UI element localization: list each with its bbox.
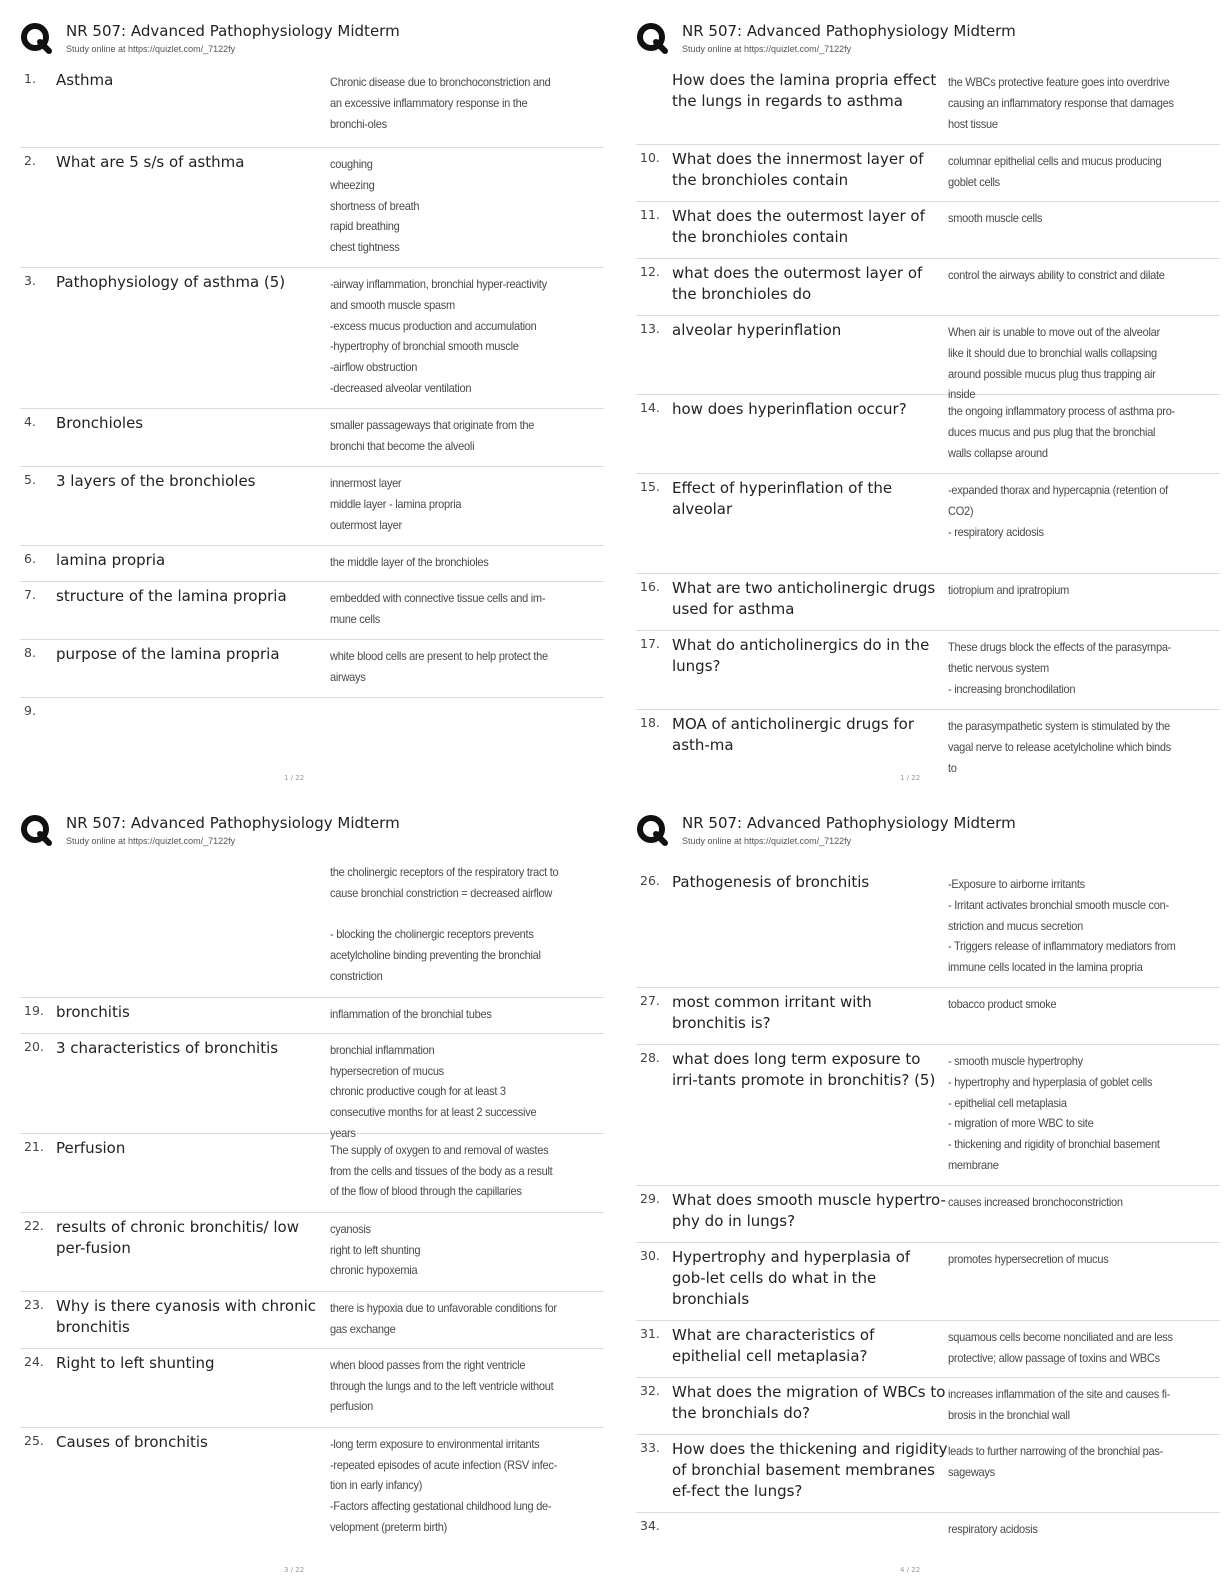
page-2 <box>630 16 1220 786</box>
card-term: What does the outermost layer of the bronchioles contain <box>672 207 925 246</box>
card-number: 14. <box>640 400 660 415</box>
card-number: 8. <box>24 645 36 660</box>
card-definition: there is hypoxia due to unfavorable conditions for gas exchange <box>330 1300 557 1336</box>
card-number: 4. <box>24 414 36 429</box>
card-number: 32. <box>640 1383 660 1398</box>
card-row <box>636 395 1220 474</box>
card-term: How does the thickening and rigidity of bronchial basement membranes ef-fect the lungs? <box>672 1440 948 1500</box>
page-title: NR 507: Advanced Pathophysiology Midterm <box>66 814 400 832</box>
card-row <box>636 631 1220 710</box>
card-row <box>636 988 1220 1045</box>
card-number: 34. <box>640 1518 660 1533</box>
card-number: 27. <box>640 993 660 1008</box>
card-number: 31. <box>640 1326 660 1341</box>
study-online-link[interactable]: Study online at https://quizlet.com/_7122fy <box>682 44 852 54</box>
card-term: 3 layers of the bronchioles <box>56 472 256 490</box>
card-term: Right to left shunting <box>56 1353 215 1372</box>
card-term: How does the lamina propria effect the lungs in regards to asthma <box>672 71 937 110</box>
page-number: 3 / 22 <box>284 1566 305 1574</box>
card-term: What are characteristics of epithelial cell metaplasia? <box>672 1326 875 1365</box>
card-definition: -long term exposure to environmental irritants -repeated episodes of acute infection (RSV infec-tion in early infancy) -Factors affecting gestational childhood lung de-velopment (preterm birth) <box>330 1436 558 1534</box>
card-row <box>636 145 1220 202</box>
card-term: Pathophysiology of asthma (5) <box>56 273 286 291</box>
card-definition: The supply of oxygen to and removal of wastes from the cells and tissues of the body as a result of the flow of blood through the capillaries <box>330 1142 553 1199</box>
card-row <box>636 316 1220 402</box>
card-number: 29. <box>640 1191 660 1206</box>
card-term: MOA of anticholinergic drugs for asth-ma <box>672 715 915 754</box>
card-definition: tobacco product smoke <box>948 997 1057 1011</box>
card-number: 5. <box>24 472 36 487</box>
flashcard-list <box>636 66 1220 775</box>
card-term: what does the outermost layer of the bronchioles do <box>672 264 923 303</box>
card-row <box>636 1186 1220 1243</box>
card-term: structure of the lamina propria <box>56 587 287 605</box>
card-row <box>636 1045 1220 1186</box>
page-header <box>14 808 604 854</box>
card-definition: control the airways ability to constrict and dilate <box>948 268 1165 282</box>
card-term: how does hyperinflation occur? <box>672 400 907 418</box>
card-term: What does smooth muscle hypertro-phy do in lungs? <box>672 1191 946 1230</box>
quizlet-logo-icon <box>636 22 668 54</box>
card-definition: when blood passes from the right ventricle through the lungs and to the left ventricle without perfusion <box>330 1357 554 1414</box>
card-definition: These drugs block the effects of the parasympa-thetic nervous system - increasing bronchodilation <box>948 640 1172 696</box>
card-number: 9. <box>24 703 36 718</box>
card-term <box>672 1517 948 1538</box>
card-number: 30. <box>640 1248 660 1263</box>
card-row <box>20 1292 604 1349</box>
card-row <box>636 202 1220 259</box>
card-number: 12. <box>640 264 660 279</box>
card-row <box>20 1134 604 1213</box>
flashcard-list <box>20 66 604 733</box>
card-number: 33. <box>640 1440 660 1455</box>
card-term: What do anticholinergics do in the lungs? <box>672 636 930 675</box>
card-term <box>56 702 324 723</box>
card-row <box>636 259 1220 316</box>
quizlet-logo-icon <box>20 814 52 846</box>
card-row <box>20 148 604 268</box>
card-definition: innermost layer middle layer - lamina propria outermost layer <box>330 476 462 532</box>
page-1 <box>14 16 604 786</box>
study-online-link[interactable]: Study online at https://quizlet.com/_7122fy <box>682 836 852 846</box>
card-definition: promotes hypersecretion of mucus <box>948 1252 1109 1266</box>
card-definition: respiratory acidosis <box>948 1522 1038 1536</box>
card-row <box>20 409 604 467</box>
card-row <box>636 1513 1220 1548</box>
card-definition: squamous cells become nonciliated and are less protective; allow passage of toxins and WBCs <box>948 1330 1173 1365</box>
card-number: 19. <box>24 1002 44 1018</box>
card-definition: - smooth muscle hypertrophy - hypertrophy and hyperplasia of goblet cells - epithelial cell metaplasia - migration of more WBC to site - thickening and rigidity of bronchial basement membrane <box>948 1054 1160 1172</box>
page-title: NR 507: Advanced Pathophysiology Midterm <box>66 22 400 40</box>
card-term: alveolar hyperinflation <box>672 321 842 339</box>
card-number: 28. <box>640 1050 660 1065</box>
card-row <box>636 1243 1220 1321</box>
card-number: 13. <box>640 321 660 336</box>
card-term: Asthma <box>56 71 114 89</box>
study-online-link[interactable]: Study online at https://quizlet.com/_7122fy <box>66 44 236 54</box>
card-term: What are two anticholinergic drugs used for asthma <box>672 579 936 618</box>
card-number: 2. <box>24 153 36 168</box>
quizlet-logo-icon <box>20 22 52 54</box>
card-row <box>636 1435 1220 1513</box>
card-row <box>636 710 1220 775</box>
card-number: 11. <box>640 207 660 222</box>
card-definition: the ongoing inflammatory process of asthma pro-duces mucus and pus plug that the bronchial walls collapse around <box>948 404 1175 460</box>
page-header <box>630 16 1220 62</box>
card-definition: causes increased bronchoconstriction <box>948 1195 1123 1209</box>
card-row <box>20 1428 604 1534</box>
page-header <box>630 808 1220 854</box>
page-header <box>14 16 604 62</box>
page-3 <box>14 808 604 1578</box>
card-row <box>20 1034 604 1140</box>
card-row <box>20 1349 604 1428</box>
card-row <box>636 1321 1220 1378</box>
card-definition: inflammation of the bronchial tubes <box>330 1006 492 1021</box>
card-definition: cyanosis right to left shunting chronic hypoxemia <box>330 1221 421 1278</box>
card-definition: When air is unable to move out of the alveolar like it should due to bronchial walls collapsing around possible mucus plug thus trapping air inside <box>948 325 1160 402</box>
card-term: What are 5 s/s of asthma <box>56 153 245 171</box>
card-number: 18. <box>640 715 660 730</box>
card-term: Causes of bronchitis <box>56 1432 208 1451</box>
card-definition: the parasympathetic system is stimulated by the vagal nerve to release acetylcholine which binds to <box>948 719 1172 775</box>
card-number: 17. <box>640 636 660 651</box>
page-title: NR 507: Advanced Pathophysiology Midterm <box>682 22 1016 40</box>
card-definition: smaller passageways that originate from the bronchi that become the alveoli <box>330 418 535 453</box>
card-definition: bronchial inflammation hypersecretion of mucus chronic productive cough for at least 3 consecutive months for at least 2 successive years <box>330 1042 537 1140</box>
card-number: 25. <box>24 1432 44 1448</box>
study-online-link[interactable]: Study online at https://quizlet.com/_7122fy <box>66 836 236 846</box>
card-term: What does the migration of WBCs to the bronchials do? <box>672 1383 946 1422</box>
page-4 <box>630 808 1220 1578</box>
card-term: bronchitis <box>56 1002 130 1021</box>
card-number: 7. <box>24 587 36 602</box>
card-number: 26. <box>640 873 660 888</box>
card-number: 21. <box>24 1138 44 1154</box>
card-number: 1. <box>24 71 36 86</box>
card-row <box>636 474 1220 574</box>
card-definition: smooth muscle cells <box>948 211 1043 225</box>
card-definition: increases inflammation of the site and causes fi-brosis in the bronchial wall <box>948 1387 1171 1422</box>
card-definition: the middle layer of the bronchioles <box>330 555 489 569</box>
card-definition: white blood cells are present to help protect the airways <box>330 649 548 684</box>
card-term: Why is there cyanosis with chronic bronchitis <box>56 1296 317 1336</box>
card-definition: leads to further narrowing of the bronchial pas-sageways <box>948 1444 1164 1479</box>
card-row <box>636 868 1220 988</box>
card-row <box>20 268 604 409</box>
card-definition: embedded with connective tissue cells and im-mune cells <box>330 591 546 626</box>
card-term: most common irritant with bronchitis is? <box>672 993 872 1032</box>
flashcard-list <box>636 868 1220 1548</box>
card-definition: -Exposure to airborne irritants - Irritant activates bronchial smooth muscle con-striction and mucus secretion - Triggers release of inflammatory mediators from immune cells located in the lamina propria <box>948 877 1176 975</box>
card-term: Perfusion <box>56 1138 126 1157</box>
card-row <box>636 66 1220 145</box>
card-row <box>20 66 604 148</box>
card-number: 22. <box>24 1217 44 1233</box>
card-row <box>636 1378 1220 1435</box>
card-number: 24. <box>24 1353 44 1369</box>
card-term: purpose of the lamina propria <box>56 645 280 663</box>
card-number: 16. <box>640 579 660 594</box>
card-definition: the WBCs protective feature goes into overdrive causing an inflammatory response that damages host tissue <box>948 75 1174 131</box>
card-number: 15. <box>640 479 660 494</box>
card-row <box>20 698 604 733</box>
quizlet-logo-icon <box>636 814 668 846</box>
card-number: 10. <box>640 150 660 165</box>
card-term: Bronchioles <box>56 414 144 432</box>
card-term: Pathogenesis of bronchitis <box>672 873 870 891</box>
continued-definition-row <box>20 858 604 998</box>
card-row <box>20 1213 604 1292</box>
card-definition: coughing wheezing shortness of breath rapid breathing chest tightness <box>330 157 420 255</box>
card-term: 3 characteristics of bronchitis <box>56 1038 279 1057</box>
card-definition: -expanded thorax and hypercapnia (retention of CO2) - respiratory acidosis <box>948 483 1168 539</box>
page-number: 4 / 22 <box>900 1566 921 1574</box>
page-number: 1 / 22 <box>284 774 305 782</box>
card-term: what does long term exposure to irri-tants promote in bronchitis? (5) <box>672 1050 936 1089</box>
flashcard-list <box>20 858 604 1534</box>
card-definition: columnar epithelial cells and mucus producing goblet cells <box>948 154 1162 189</box>
card-definition: tiotropium and ipratropium <box>948 583 1070 597</box>
card-term: What does the innermost layer of the bronchioles contain <box>672 150 924 189</box>
card-row <box>20 546 604 582</box>
card-term: Hypertrophy and hyperplasia of gob-let cells do what in the bronchials <box>672 1248 911 1308</box>
card-row <box>20 640 604 698</box>
page-number: 1 / 22 <box>900 774 921 782</box>
card-definition-continued: the cholinergic receptors of the respiratory tract to cause bronchial constriction = decreased airflow - blocking the cholinergic receptors prevents acetylcholine binding preventing the bronchial constriction <box>330 865 559 983</box>
card-definition: -airway inflammation, bronchial hyper-reactivity and smooth muscle spasm -excess mucus production and accumulation -hypertrophy of bronchial smooth muscle -airflow obstruction -decreased alveolar ventilation <box>330 277 547 395</box>
card-number: 20. <box>24 1038 44 1054</box>
card-term: lamina propria <box>56 551 166 569</box>
page-title: NR 507: Advanced Pathophysiology Midterm <box>682 814 1016 832</box>
card-row <box>20 467 604 546</box>
card-term: Effect of hyperinflation of the alveolar <box>672 479 893 518</box>
card-row <box>636 574 1220 631</box>
card-number: 23. <box>24 1296 44 1312</box>
card-number: 3. <box>24 273 36 288</box>
card-number: 6. <box>24 551 36 566</box>
card-row <box>20 998 604 1034</box>
card-definition: Chronic disease due to bronchoconstriction and an excessive inflammatory response in the bronchi-oles <box>330 75 551 131</box>
card-row <box>20 582 604 640</box>
card-term: results of chronic bronchitis/ low per-fusion <box>56 1217 299 1257</box>
